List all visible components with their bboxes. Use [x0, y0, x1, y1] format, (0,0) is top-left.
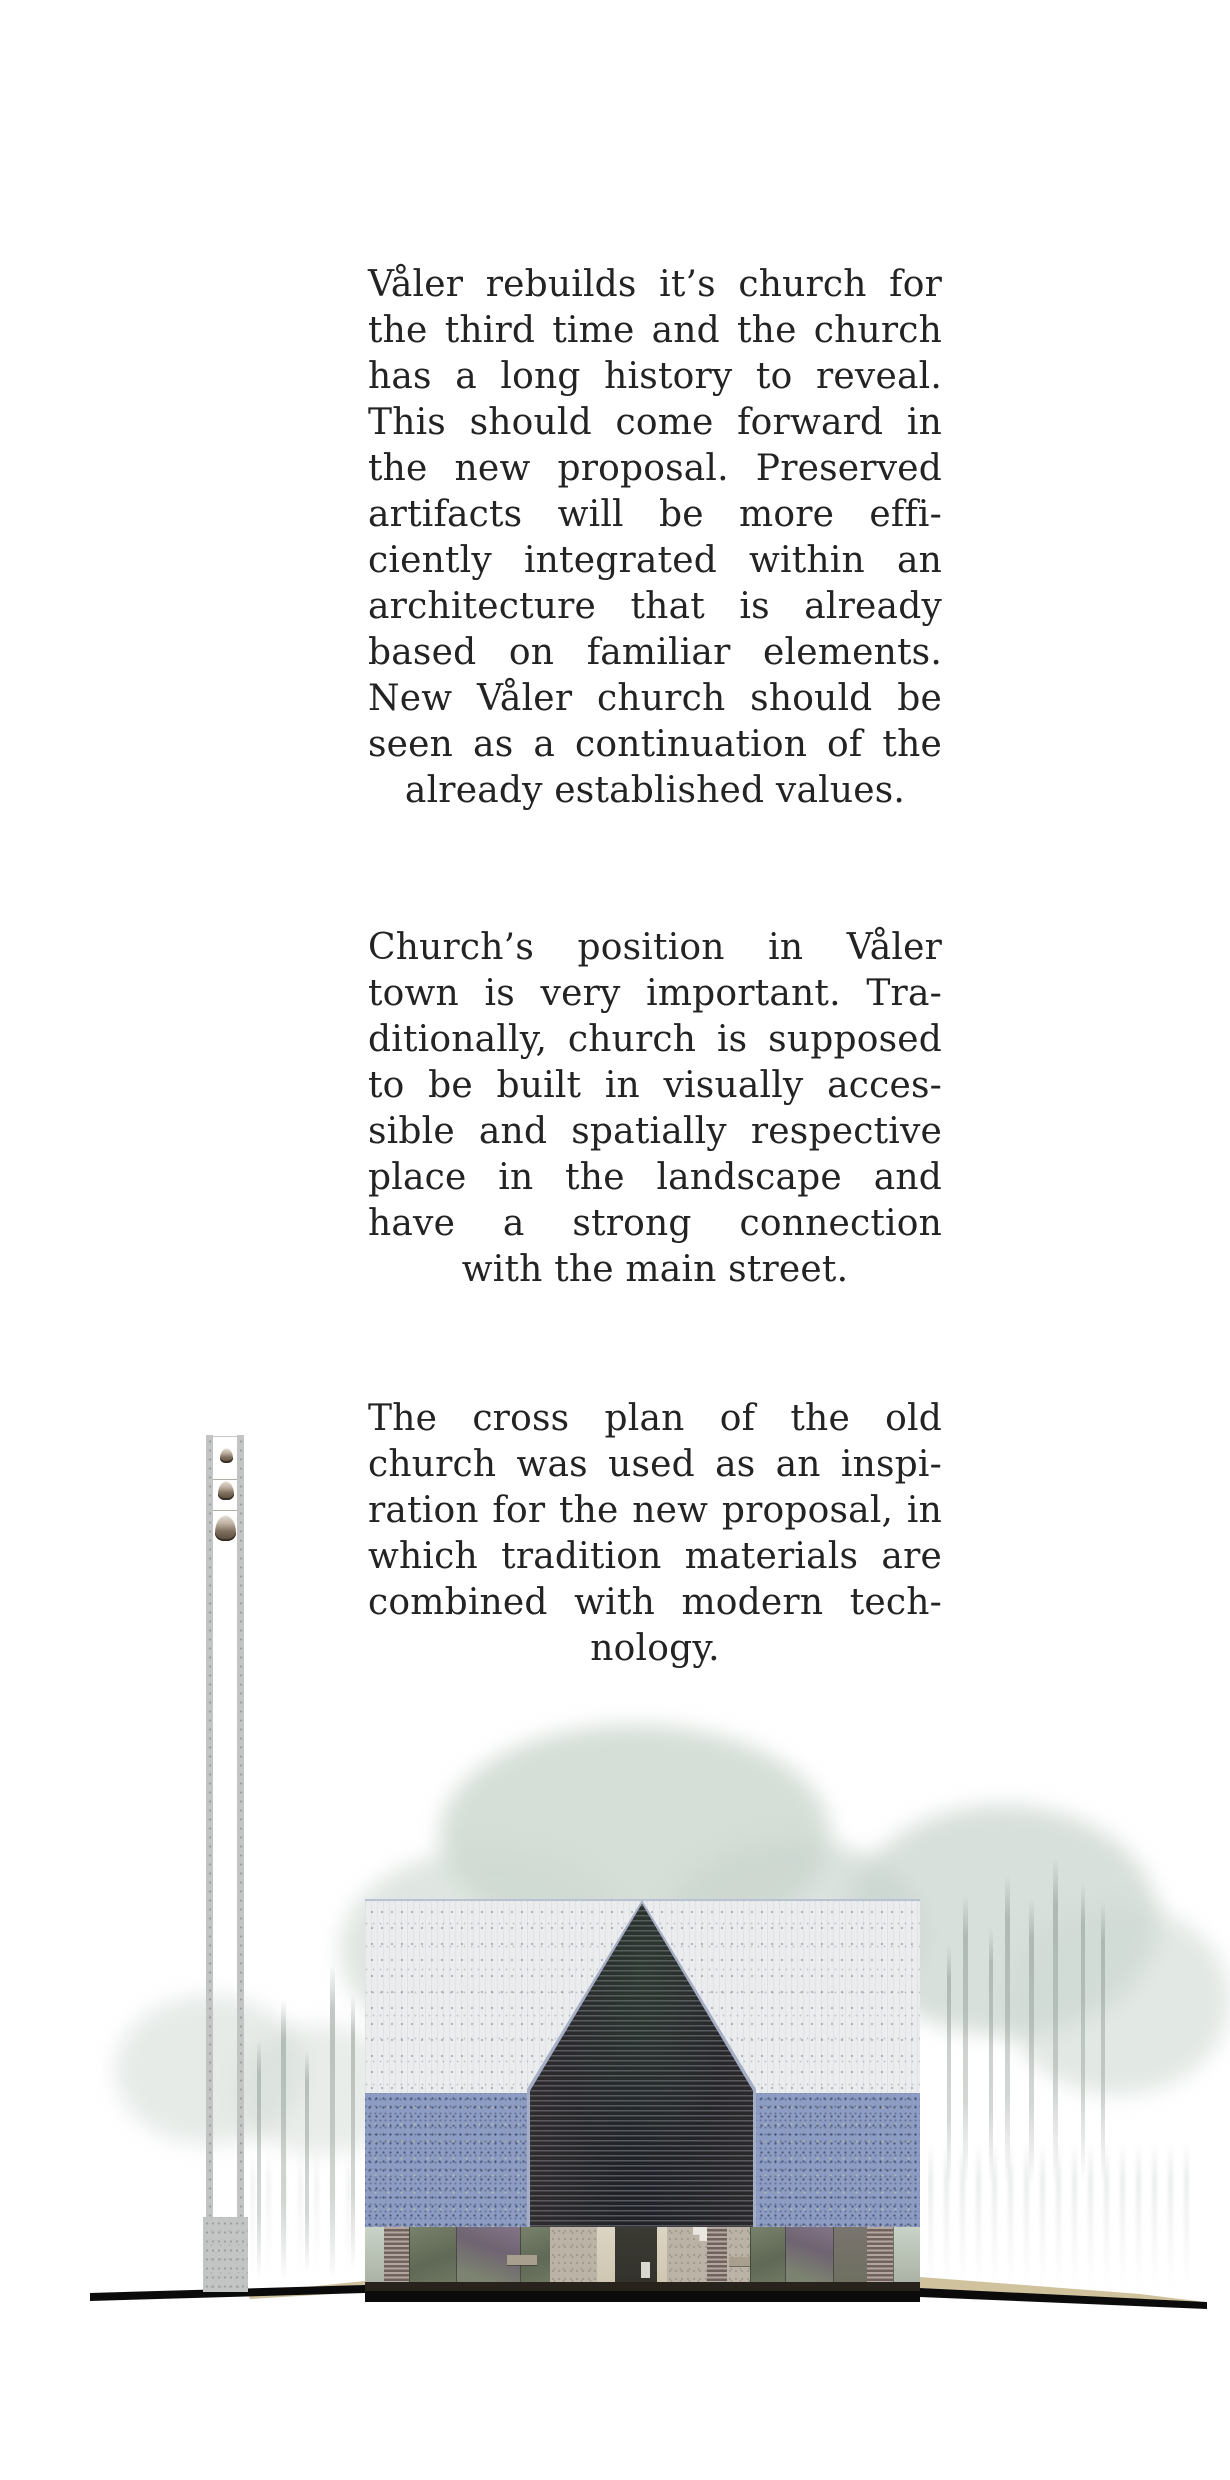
text-line: has a long history to reveal.	[368, 356, 942, 397]
text-line: New Våler church should be	[368, 678, 942, 719]
tower-divider	[213, 1510, 237, 1511]
tower-divider	[213, 1479, 237, 1480]
text-line: with the main street.	[461, 1249, 849, 1290]
text-line: town is very important. Tra-	[368, 973, 942, 1014]
text-line: Våler rebuilds it’s church for	[368, 264, 942, 305]
louver-panel	[867, 2227, 893, 2282]
text-line: This should come forward in	[368, 402, 942, 443]
ground-floor-band	[365, 2227, 920, 2282]
text-line: Church’s position in Våler	[368, 927, 942, 968]
text-line: The cross plan of the old	[368, 1398, 942, 1439]
concrete-pillar	[727, 2227, 750, 2282]
text-line: already established values.	[404, 770, 906, 811]
paragraph-cross-plan	[368, 1396, 942, 1672]
text-line: combined with modern tech-	[368, 1582, 942, 1623]
glass-panel	[750, 2227, 785, 2282]
text-line: sible and spatially respective	[368, 1111, 942, 1152]
text-line: place in the landscape and	[368, 1157, 942, 1198]
text-line: the third time and the church	[368, 310, 942, 351]
text-line: ration for the new proposal, in	[368, 1490, 942, 1531]
interior-glimpse	[641, 2262, 650, 2278]
tree-trunk	[1053, 1858, 1058, 2183]
tree-trunk	[1005, 1875, 1010, 2183]
paragraph-history	[368, 262, 942, 814]
tower-base	[203, 2217, 248, 2292]
glass-panel	[409, 2227, 456, 2282]
text-line: have a strong connection	[368, 1203, 942, 1244]
entry-pillar-left	[550, 2227, 597, 2282]
text-line: based on familiar elements.	[368, 632, 942, 673]
text-line: which tradition materials are	[368, 1536, 942, 1577]
louver-panel	[707, 2227, 727, 2282]
glass-panel	[365, 2227, 384, 2282]
church-facade	[365, 1899, 920, 2285]
tree-canopy	[1005, 1905, 1230, 2095]
tower-column-right	[237, 1435, 244, 2217]
text-line: nology.	[590, 1628, 720, 1669]
text-line: architecture that is already	[368, 586, 942, 627]
tower-top-edge	[206, 1436, 244, 1437]
medium-bell-icon	[218, 1481, 234, 1500]
stair-detail	[693, 2227, 707, 2241]
entry-door-frame	[657, 2227, 667, 2282]
paragraph-position	[368, 925, 942, 1293]
text-line: seen as a continuation of the	[368, 724, 942, 765]
glass-panel	[785, 2227, 833, 2282]
large-bell-icon	[215, 1515, 236, 1541]
glass-panel	[833, 2227, 867, 2282]
tree-trunk	[1081, 1882, 1085, 2182]
text-line: church was used as an inspi-	[368, 1444, 942, 1485]
small-bell-icon	[220, 1448, 233, 1463]
text-line: ciently integrated within an	[368, 540, 942, 581]
concrete-bench	[507, 2255, 537, 2265]
entry-opening	[615, 2227, 657, 2282]
louver-panel	[384, 2227, 409, 2282]
text-line: to be built in visually acces-	[368, 1065, 942, 1106]
text-line: the new proposal. Preserved	[368, 448, 942, 489]
glass-panel	[520, 2227, 550, 2282]
tower-column-left	[206, 1435, 213, 2217]
glass-panel	[893, 2227, 920, 2282]
text-line: artifacts will be more effi-	[368, 494, 942, 535]
entry-door-leaf	[597, 2227, 615, 2282]
entry-pillar-right	[667, 2227, 707, 2282]
text-line: ditionally, church is supposed	[368, 1019, 942, 1060]
